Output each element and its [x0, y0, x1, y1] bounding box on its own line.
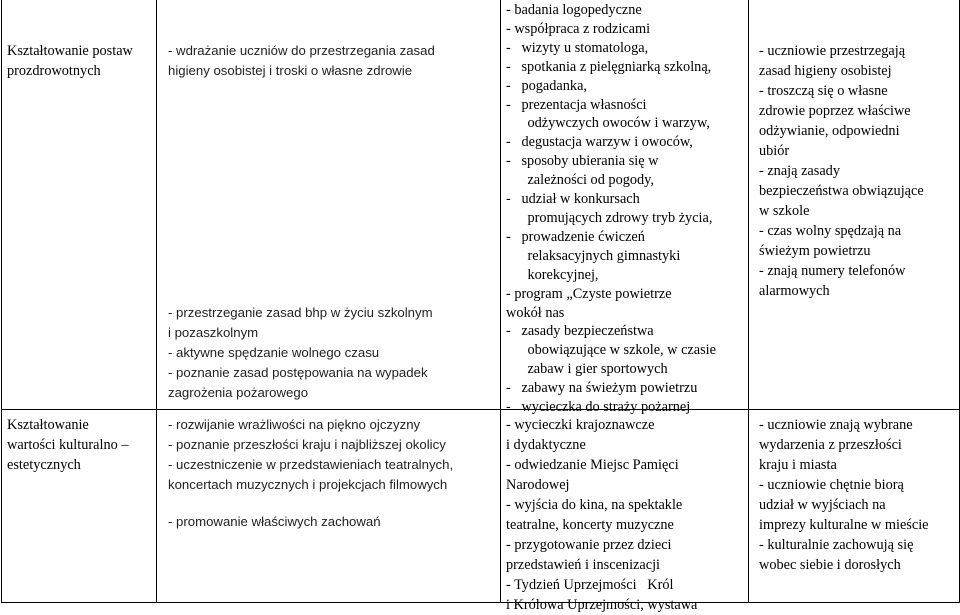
result-line: zasad higieny osobistej	[759, 63, 892, 79]
result-line: - uczniowie przestrzegają	[759, 43, 906, 59]
method-line: zabaw i gier sportowych	[506, 361, 668, 378]
topic-line: Kształtowanie postaw	[7, 43, 133, 59]
result-line: - znają zasady	[759, 163, 840, 179]
method-line: zależności od pogody,	[506, 172, 654, 189]
result-line: - uczniowie znają wybrane	[759, 417, 913, 433]
results-cell	[749, 0, 960, 410]
topic-line: prozdrowotnych	[7, 63, 101, 79]
goals-cell	[157, 0, 501, 410]
goal-line: - wdrażanie uczniów do przestrzegania zasad	[168, 43, 435, 58]
method-line: - udział w konkursach	[506, 191, 640, 208]
method-line: - degustacja warzyw i owoców,	[506, 134, 693, 151]
topic-line: estetycznych	[7, 457, 81, 473]
topic-line: Kształtowanie	[7, 417, 89, 433]
result-line: odżywianie, odpowiedni	[759, 123, 900, 139]
result-line: wobec siebie i dorosłych	[759, 557, 901, 573]
method-line: - Tydzień Uprzejmości Król	[506, 577, 674, 593]
result-line: bezpieczeństwa obwiązujące	[759, 183, 924, 199]
result-line: kraju i miasta	[759, 457, 837, 473]
result-line: - czas wolny spędzają na	[759, 223, 902, 239]
result-line: imprezy kulturalne w mieście	[759, 517, 929, 533]
result-line: w szkole	[759, 203, 810, 219]
method-line: - odwiedzanie Miejsc Pamięci	[506, 457, 679, 473]
result-line: alarmowych	[759, 283, 830, 299]
method-line: - wycieczka do straży pożarnej	[506, 399, 691, 416]
method-line: - zasady bezpieczeństwa	[506, 323, 654, 340]
result-line: świeżym powietrzu	[759, 243, 871, 259]
method-line: promujących zdrowy tryb życia,	[506, 209, 713, 226]
result-line: udział w wyjściach na	[759, 497, 886, 513]
method-line: odżywczych owoców i warzyw,	[506, 115, 710, 132]
program-table	[1, 0, 960, 613]
result-line: zdrowie poprzez właściwe	[759, 103, 911, 119]
method-line: - wycieczki krajoznawcze	[506, 417, 655, 433]
result-line: ubiór	[759, 143, 790, 159]
goal-line: koncertach muzycznych i projekcjach filmowych	[168, 477, 448, 492]
method-line: - wyjścia do kina, na spektakle	[506, 497, 683, 513]
topic-cell	[2, 0, 157, 410]
method-line: relaksacyjnych gimnastyki	[506, 247, 681, 264]
method-line: - zabawy na świeżym powietrzu	[506, 380, 698, 397]
goal-line: i pozaszkolnym	[168, 325, 259, 340]
table-row-culture	[2, 410, 960, 603]
method-line: korekcyjnej,	[506, 266, 599, 283]
goal-line: - rozwijanie wrażliwości na piękno ojczyzny	[168, 417, 421, 432]
goal-line: higieny osobistej i troski o własne zdrowie	[168, 63, 413, 78]
result-line: - znają numery telefonów	[759, 263, 906, 279]
topic-cell	[2, 410, 157, 603]
method-line: - prowadzenie ćwiczeń	[506, 228, 645, 245]
goal-line: - przestrzeganie zasad bhp w życiu szkolnym	[168, 305, 433, 320]
method-line: - pogadanka,	[506, 77, 587, 94]
method-line: i Królowa Uprzejmości, wystawa	[506, 597, 698, 613]
methods-cell	[501, 410, 749, 613]
result-line: - troszczą się o własne	[759, 83, 888, 99]
result-line: - uczniowie chętnie biorą	[759, 477, 904, 493]
method-line: przedstawień i inscenizacji	[506, 557, 661, 573]
method-line: - spotkania z pielęgniarką szkolną,	[506, 58, 712, 75]
goal-line: - uczestniczenie w przedstawieniach teatralnych,	[168, 457, 454, 472]
method-line: Narodowej	[506, 477, 570, 493]
goal-line: zagrożenia pożarowego	[168, 385, 309, 400]
method-line: - prezentacja własności	[506, 96, 647, 113]
method-line: - sposoby ubierania się w	[506, 153, 659, 170]
result-line: wydarzenia z przeszłości	[759, 437, 902, 453]
method-line: i dydaktyczne	[506, 437, 586, 453]
method-line: - przygotowanie przez dzieci	[506, 537, 672, 553]
goal-line: - poznanie przeszłości kraju i najbliższej okolicy	[168, 437, 446, 452]
goal-line: - aktywne spędzanie wolnego czasu	[168, 345, 380, 360]
results-cell	[749, 410, 960, 603]
method-line: - program „Czyste powietrze	[506, 285, 672, 302]
method-line: - badania logopedyczne	[506, 2, 642, 18]
result-line: - kulturalnie zachowują się	[759, 537, 914, 553]
method-line: obowiązujące w szkole, w czasie	[506, 342, 716, 359]
methods-cell	[501, 0, 749, 416]
method-line: teatralne, koncerty muzyczne	[506, 517, 674, 533]
goals-cell	[157, 410, 501, 603]
goal-line: - poznanie zasad postępowania na wypadek	[168, 365, 428, 380]
topic-line: wartości kulturalno –	[7, 437, 129, 453]
method-line: - wizyty u stomatologa,	[506, 39, 649, 56]
method-line: - współpraca z rodzicami	[506, 20, 651, 37]
table-row-health	[2, 0, 960, 410]
goal-line: - promowanie właściwych zachowań	[168, 514, 381, 529]
method-line: wokół nas	[506, 304, 565, 321]
